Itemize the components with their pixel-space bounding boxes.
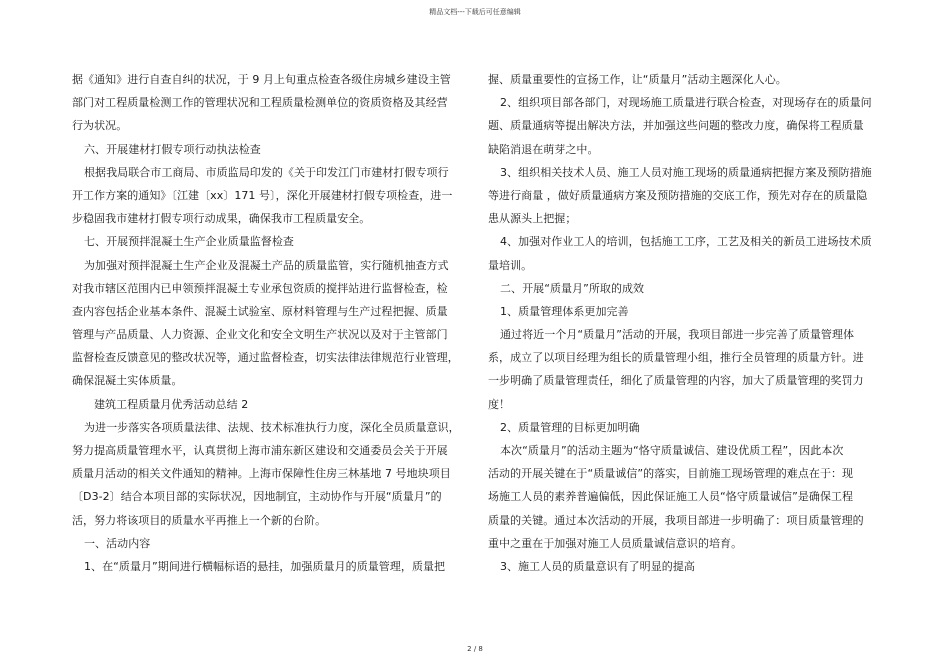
text-line: 4、加强对作业工人的培训，包括施工工序，工艺及相关的新员工进场技术质 [500, 235, 872, 249]
text-line: 活动的开展关键在于“质量诚信”的落实，目前施工现场管理的难点在于：现 [488, 467, 854, 481]
text-line: 努力提高质量管理水平，认真贯彻上海市浦东新区建设和交通委员会关于开展 [72, 444, 448, 457]
text-line: 据《通知》进行自查自纠的状况，于 9 月上旬重点检查各级住房城乡建设主管 [72, 73, 451, 86]
text-line: 部门对工程质量检测工作的管理状况和工程质量检测单位的资质资格及其经营 [72, 96, 448, 110]
text-line: 量培训。 [488, 258, 533, 272]
text-line: 步稳固我市建材打假专项行动成果，确保我市工程质量安全。 [72, 212, 371, 226]
text-line: 3、组织相关技术人员、施工人员对施工现场的质量通病把握方案及预防措施 [500, 165, 872, 179]
text-line: 缺陷消退在萌芽之中。 [488, 142, 599, 156]
text-line: 活，努力将该项目的质量水平再推上一个新的台阶。 [72, 513, 327, 527]
right-column [488, 68, 873, 578]
text-line: 一步明确了质量管理责任，细化了质量管理的内容，加大了质量管理的奖罚力 [488, 374, 864, 388]
text-line: 2、质量管理的目标更加明确 [500, 420, 640, 434]
text-line: 行为状况。 [72, 119, 128, 133]
text-line: 一、活动内容 [84, 536, 151, 550]
text-line: 六、开展建材打假专项行动执法检查 [84, 142, 261, 156]
left-column [72, 68, 460, 578]
text-line: 确保混凝土实体质量。 [72, 374, 183, 388]
text-line: 为加强对预拌混凝土生产企业及混凝土产品的质量监管，实行随机抽查方式 [84, 258, 449, 272]
text-line: 场施工人员的素养普遍偏低，因此保证施工人员“恪守质量诚信”是确保工程 [488, 490, 854, 504]
text-line: 等进行商量 ，做好质量通病方案及预防措施的交底工作，预先对存在的质量隐 [488, 188, 868, 202]
text-line: 本次“质量月”的活动主题为“恪守质量诚信、建设优质工程”，因此本次 [500, 444, 844, 457]
text-line: 建筑工程质量月优秀活动总结 2 [94, 397, 249, 411]
text-line: 开工作方案的通知》〔江建〔xx〕171 号〕，深化开展建材打假专项检查，进一 [72, 188, 453, 202]
text-line: 质量的关键。通过本次活动的开展，我项目部进一步明确了：项目质量管理的 [488, 513, 864, 527]
text-line: 重中之重在于加强对施工人员质量诚信意识的培育。 [488, 536, 743, 550]
text-line: 3、施工人员的质量意识有了明显的提高 [500, 559, 695, 573]
text-line: 系，成立了以项目经理为组长的质量管理小组，推行全员管理的质量方针。进 [488, 351, 864, 365]
text-line: 〔D3-2〕结合本项目部的实际状况，因地制宜，主动协作与开展“质量月”的 [72, 490, 442, 504]
text-line: 为进一步落实各项质量法律、法规、技术标准执行力度，深化全员质量意识， [84, 420, 460, 434]
text-line: 质量月活动的相关文件通知的精神。上海市保障性住房三林基地 7 号地块项目 [72, 467, 451, 481]
text-line: 管理与产品质量、人力资源、企业文化和安全文明生产状况以及对于主管部门 [72, 328, 448, 342]
text-line: 查内容包括企业基本条件、混凝土试验室、原材料管理与生产过程把握、质量 [72, 304, 448, 318]
text-line: 七、开展预拌混凝土生产企业质量监督检查 [84, 235, 294, 249]
text-line: 二、开展“质量月”所取的成效 [500, 281, 645, 295]
text-line: 握、质量重要性的宣扬工作，让“质量月”活动主题深化人心。 [488, 73, 787, 86]
text-line: 题、质量通病等提出解决方法，并加强这些问题的整改力度，确保将工程质量 [488, 119, 864, 133]
text-line: 根据我局联合市工商局、市质监局印发的《关于印发江门市建材打假专项行 [84, 165, 449, 179]
text-line: 患从源头上把握； [488, 212, 577, 226]
text-line: 对我市辖区范围内已申领预拌混凝土专业承包资质的搅拌站进行监督检查，检 [72, 281, 448, 295]
text-line: 1、质量管理体系更加完善 [500, 304, 629, 318]
page-number: 2 / 8 [467, 645, 483, 653]
text-line: 1、在“质量月”期间进行横幅标语的悬挂，加强质量月的质量管理，质量把 [84, 559, 446, 573]
page-header: 精品文档---下载后可任意编辑 [429, 8, 521, 16]
text-line: 2、组织项目部各部门，对现场施工质量进行联合检查，对现场存在的质量问 [500, 96, 872, 110]
text-line: 监督检查反馈意见的整改状况等，通过监督检查，切实法律法律规范行业管理， [72, 351, 459, 365]
text-line: 度！ [488, 397, 511, 411]
text-line: 通过将近一个月“质量月”活动的开展，我项目部进一步完善了质量管理体 [500, 328, 855, 342]
